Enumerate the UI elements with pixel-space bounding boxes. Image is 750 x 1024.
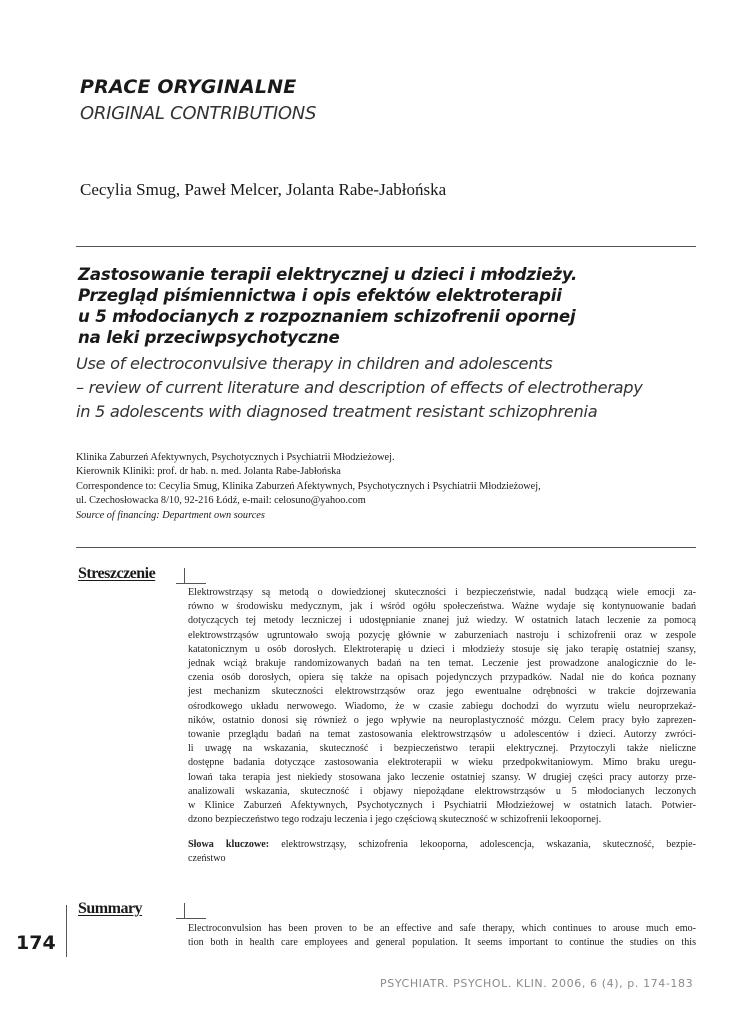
heading-bracket-horizontal [176, 918, 206, 919]
affiliation-block [76, 451, 696, 523]
title-pl-line: Zastosowanie terapii elektrycznej u dzieci i młodzieży. [78, 265, 578, 284]
title-pl-line: Przegląd piśmiennictwa i opis efektów elektroterapii [78, 286, 562, 305]
abstract-line: Elektrowstrząsy są metodą o dowiedzionej skuteczności i bezpieczeństwie, nadal budzącą wiele emocji za- [188, 587, 696, 598]
title-polish [78, 264, 698, 348]
streszczenie-heading: Streszczenie [78, 565, 156, 582]
heading-bracket-vertical [184, 568, 185, 583]
section-type-heading: PRACE ORYGINALNE [80, 76, 297, 98]
abstract-line: towanie przeglądu badań na temat zastosowania elektrowstrząsów u adolescentów i dzieci. Autorzy zwróci- [188, 729, 696, 741]
keywords-label: Słowa kluczowe: [188, 839, 270, 850]
abstract-line: jest mechanizm skuteczności elektrowstrząsów oraz jego ewentualne odrębności w trakcie dojrzewania [188, 686, 696, 698]
title-english [76, 352, 696, 424]
abstract-line: dzono bezpieczeństwo tego rodzaju leczenia i jego częściową skuteczność w schizofrenii lekoopornej. [188, 814, 602, 826]
keywords-line [188, 838, 696, 852]
keywords [188, 838, 696, 866]
authors: Cecylia Smug, Paweł Melcer, Jolanta Rabe-Jabłońska [80, 180, 447, 199]
heading-bracket-horizontal [176, 583, 206, 584]
journal-reference: PSYCHIATR. PSYCHOL. KLIN. 2006, 6 (4), p. 174-183 [380, 977, 694, 990]
abstract-line: jednak wciąż brakuje randomizowanych badań na ten temat. Leczenie jest prowadzone analogicznie do le- [188, 658, 696, 670]
address: ul. Czechosłowacka 8/10, 92-216 Łódź, e-mail: celosuno@yahoo.com [76, 495, 366, 507]
abstract-line: ników, ostatnio donosi się również o jego wpływie na neuroplastyczność mózgu. Celem pracy było zaprezen- [188, 714, 696, 726]
abstract-line: w Klinice Zaburzeń Afektywnych, Psychotycznych i Psychiatrii Młodzieżowej w ostatnich latach. Potwier- [188, 800, 696, 812]
title-pl-line: u 5 młodocianych z rozpoznaniem schizofrenii opornej [78, 307, 576, 326]
abstract-line: dotyczących tej metody leczniczej i udostępnianie znanej już wiedzy. W ostatnich latach leczenie za pomocą [188, 615, 696, 627]
divider-top [76, 246, 696, 247]
keywords-line: czeństwo [188, 853, 226, 865]
correspondence: Correspondence to: Cecylia Smug, Klinika Zaburzeń Afektywnych, Psychotycznych i Psychiatrii Młodzieżowej, [76, 480, 541, 492]
abstract-polish [188, 586, 696, 827]
section-type-heading-en: ORIGINAL CONTRIBUTIONS [80, 103, 317, 124]
summary-line: Electroconvulsion has been proven to be an effective and safe therapy, which continues to arouse much emo- [188, 923, 696, 934]
title-en-line: Use of electroconvulsive therapy in children and adolescents [76, 354, 553, 373]
affiliation-head: Kierownik Kliniki: prof. dr hab. n. med. Jolanta Rabe-Jabłońska [76, 466, 341, 478]
abstract-line: równo w środowisku medycznym, jak i wśród ogółu społeczeństwa. Ważne wydaje się kontynuowanie badań [188, 601, 696, 613]
summary-line: tion both in health care employees and general population. It seems important to continue the studies on this [188, 937, 696, 949]
title-en-line: in 5 adolescents with diagnosed treatment resistant schizophrenia [76, 402, 598, 421]
keywords-text: elektrowstrząsy, schizofrenia lekooporna, adolescencja, wskazania, skuteczność, bezpie- [269, 839, 696, 850]
title-en-line: – review of current literature and description of effects of electrotherapy [76, 378, 643, 397]
summary-heading: Summary [78, 900, 143, 917]
abstract-line: li uwagę na wskazania, skuteczność i bezpieczeństwo terapii elektrycznej. Przytoczyli także nieliczne [188, 743, 696, 755]
abstract-line: lowań taka terapia jest niekiedy stosowana jako leczenie ostatniej szansy. W drugiej części pracy autorzy prze- [188, 771, 696, 783]
abstract-line: dostępne badania dotyczące zastosowania elektroterapii w wieku przedpokwitaniowym. Mimo braku uregu- [188, 757, 696, 769]
affiliation-clinic: Klinika Zaburzeń Afektywnych, Psychotycznych i Psychiatrii Młodzieżowej. [76, 452, 395, 463]
heading-bracket-vertical [184, 903, 185, 918]
page-number-divider [66, 905, 67, 957]
abstract-line: analizowali wskazania, skuteczność i objawy niepożądane elektrowstrząsów u 5 młodocianych leczonych [188, 785, 696, 797]
abstract-line: czenia osób dorosłych, opiera się także na opisach pojedynczych przypadków. Nadal nie do końca poznany [188, 672, 696, 684]
abstract-line: katatonicznym u osób dorosłych. Elektroterapię u dzieci i młodzieży stosuje się jako terapię ostatniej szansy, [188, 643, 696, 655]
financing-source: Source of financing: Department own sources [76, 509, 265, 521]
title-pl-line: na leki przeciwpsychotyczne [78, 328, 340, 347]
divider-middle [76, 547, 696, 548]
abstract-line: ośrodkowego układu nerwowego. Wiadomo, że w czasie zabiegu dochodzi do wyrzutu wielu neuroprzekaź- [188, 700, 696, 712]
abstract-english [188, 922, 696, 950]
page-number: 174 [16, 932, 56, 954]
abstract-line: elektrowstrząsów ugruntowało swoją pozycję głównie w zaburzeniach nastroju i schizofrenii oraz w zespole [188, 629, 696, 641]
